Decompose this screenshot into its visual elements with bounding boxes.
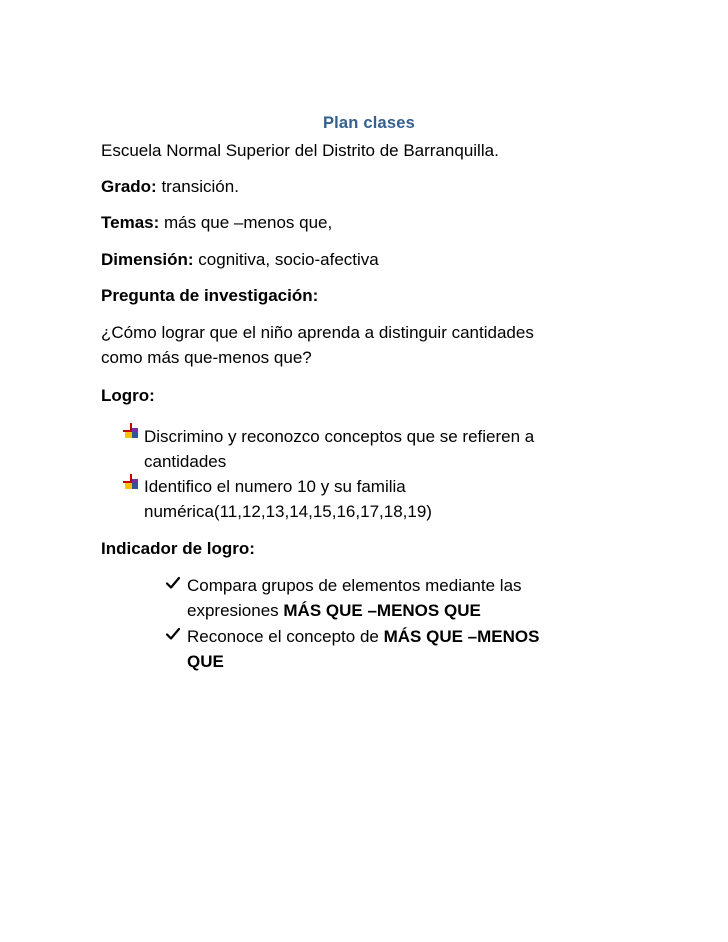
pregunta-text-line-1: ¿Cómo lograr que el niño aprenda a distinguir cantidades bbox=[101, 323, 534, 342]
color-block-bullet-icon bbox=[123, 423, 140, 440]
logro-item-1-line-1: Discrimino y reconozco conceptos que se refieren a bbox=[144, 427, 535, 446]
temas-line bbox=[101, 212, 332, 234]
indicador-label: Indicador de logro: bbox=[101, 539, 255, 558]
indicador-item-1-line-1: Compara grupos de elementos mediante las bbox=[187, 576, 522, 595]
grado-line bbox=[101, 176, 239, 198]
indicador-heading bbox=[101, 538, 255, 560]
temas-label: Temas: bbox=[101, 213, 160, 232]
indicador-item-1-emphasis: MÁS QUE –MENOS QUE bbox=[283, 601, 481, 620]
grado-label: Grado: bbox=[101, 177, 157, 196]
indicador-item-1-line-2 bbox=[187, 598, 481, 623]
logro-label: Logro: bbox=[101, 386, 155, 405]
dimension-value: cognitiva, socio-afectiva bbox=[193, 250, 379, 269]
grado-value: transición. bbox=[156, 177, 239, 196]
dimension-label: Dimensión: bbox=[101, 250, 194, 269]
color-block-bullet-icon bbox=[123, 474, 140, 491]
indicador-item-2-emphasis: MÁS QUE –MENOS bbox=[383, 627, 540, 646]
document-title: Plan clases bbox=[322, 114, 416, 132]
temas-value: más que –menos que, bbox=[159, 213, 333, 232]
indicador-item-1-prefix: expresiones bbox=[187, 601, 284, 620]
logro-item-2-line-1: Identifico el numero 10 y su familia bbox=[144, 477, 406, 496]
dimension-line bbox=[101, 249, 379, 271]
indicador-item-2-line-2 bbox=[187, 649, 224, 674]
pregunta-label: Pregunta de investigación: bbox=[101, 286, 319, 305]
indicador-item-2-prefix: Reconoce el concepto de bbox=[187, 627, 384, 646]
logro-item-2-line-2: numérica(11,12,13,14,15,16,17,18,19) bbox=[144, 502, 432, 521]
checkmark-icon bbox=[166, 627, 180, 641]
logro-item-1-line-2: cantidades bbox=[144, 452, 227, 471]
school-name: Escuela Normal Superior del Distrito de Barranquilla. bbox=[101, 141, 499, 160]
indicador-item-2-line-1 bbox=[187, 624, 539, 649]
pregunta-text-line-2: como más que-menos que? bbox=[101, 348, 312, 367]
indicador-item-2-emphasis-cont: QUE bbox=[187, 652, 224, 671]
pregunta-heading bbox=[101, 285, 318, 307]
checkmark-icon bbox=[166, 576, 180, 590]
logro-heading bbox=[101, 385, 155, 407]
